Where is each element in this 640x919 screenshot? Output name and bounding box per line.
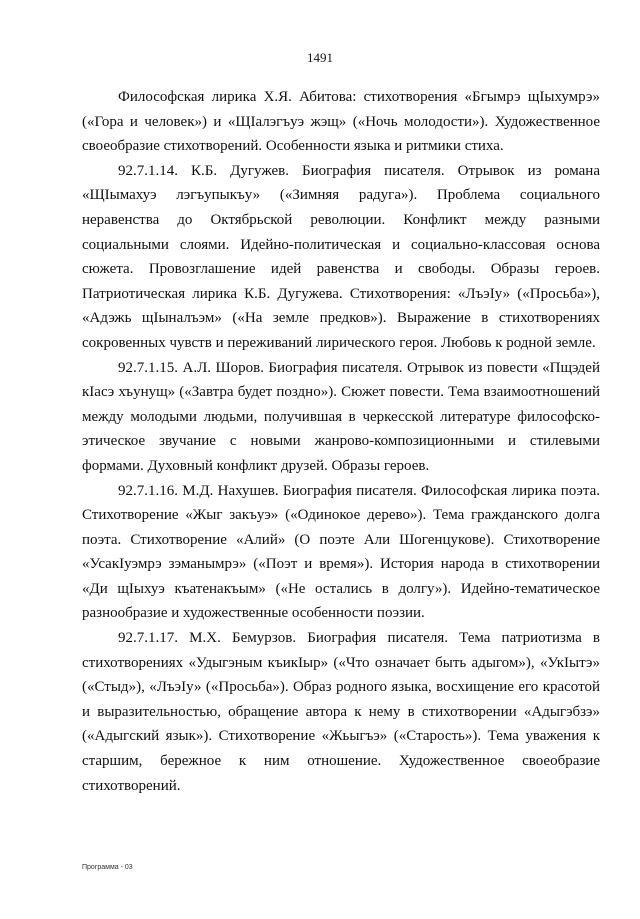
paragraph-nakhushev: 92.7.1.16. М.Д. Нахушев. Биография писателя. Философская лирика поэта. Стихотворение «Жыг закъуэ» («Одинокое дерево»). Тема гражданского долга поэта. Стихотворение «Алий» (О поэте Али Шогенцукове). Стихотворение «УсакIуэмрэ зэманымрэ» («Поэт и время»). История народа в стихотворении «Ди щIыхуэ къатенакъым» («Не остались в долгу»). Идейно-тематическое разнообразие и художественные особенности поэзии.	[82, 482, 600, 622]
paragraph-bemurzov: 92.7.1.17. М.Х. Бемурзов. Биография писателя. Тема патриотизма в стихотворениях «Удыгэным къикIыр» («Что означает быть адыгом»), «УкIытэ» («Стыд»), «ЛъэIу» («Просьба»). Образ родного языка, восхищение его красотой и выразительностью, обращение автора к нему в стихотворении «Адыгэбзэ» («Адыгский язык»). Стихотворение «Жьыгъэ» («Старость»). Тема уважения к старшим, бережное к ним отношение. Художественное своеобразие стихотворений.	[82, 630, 600, 794]
paragraph-duguzhev: 92.7.1.14. К.Б. Дугужев. Биография писателя. Отрывок из романа «ЩIымахуэ лэгъупыкъу» («Зимняя радуга»). Проблема социального неравенства до Октябрьской революции. Конфликт между разными социальными слоями. Идейно-политическая и социально-классовая основа сюжета. Провозглашение идей равенства и свободы. Образы героев. Патриотическая лирика К.Б. Дугужева. Стихотворения: «ЛъэIу» («Просьба»), «Адэжь щIыналъэм» («На земле предков»). Выражение в стихотворениях сокровенных чувств и переживаний лирического героя. Любовь к родной земле.	[82, 162, 600, 351]
paragraph-abitov: Философская лирика Х.Я. Абитова: стихотворения «Бгымрэ щIыхумрэ» («Гора и человек») и «ЩIалэгъуэ жэщ» («Ночь молодости»). Художественное своеобразие стихотворений. Особенности языка и ритмики стиха.	[82, 89, 600, 155]
paragraph-shorov: 92.7.1.15. А.Л. Шоров. Биография писателя. Отрывок из повести «Пщэдей кIасэ хъунущ» («Завтра будет поздно»). Сюжет повести. Тема взаимоотношений между молодыми людьми, получившая в черкесской литературе философско-этическое звучание с новыми жанрово-композиционными и стилевыми формами. Духовный конфликт друзей. Образы героев.	[82, 359, 600, 474]
document-body	[82, 85, 600, 798]
page-number: 1491	[307, 50, 333, 65]
footer-note: Программа - 03	[82, 864, 133, 871]
